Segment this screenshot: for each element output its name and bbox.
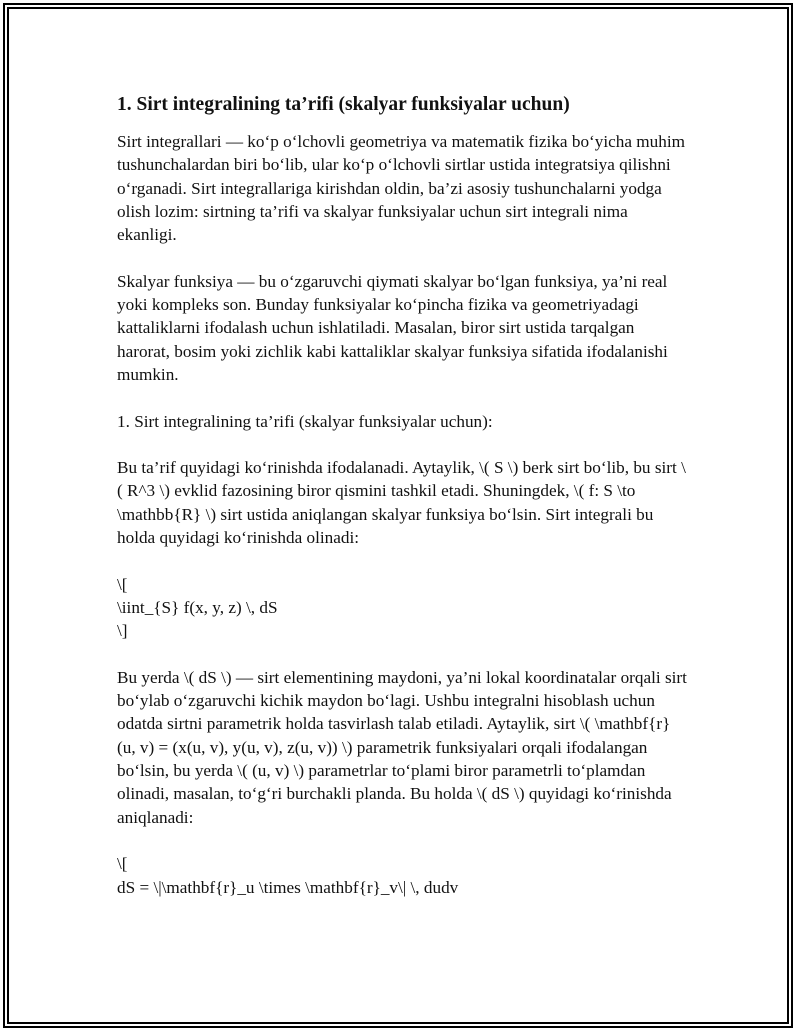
formula-surface-integral: [117, 573, 687, 643]
paragraph-intro: Sirt integrallari — ko‘p o‘lchovli geometriya va matematik fizika bo‘yicha muhim tushunchalardan biri bo‘lib, ular ko‘p o‘lchovli sirtlar ustida integratsiya qilishni o‘rganadi. Sirt integrallariga kirishdan oldin, ba’zi asosiy tushunchalarni yodga olish lozim: sirtning ta’rifi va skalyar funksiyalar uchun sirt integrali nima ekanligi.: [117, 132, 685, 245]
formula-body: dS = \|\mathbf{r}_u \times \mathbf{r}_v\| \, dudv: [117, 877, 459, 897]
paragraph-definition-title: 1. Sirt integralining ta’rifi (skalyar funksiyalar uchun):: [117, 411, 493, 431]
formula-open: \[: [117, 854, 128, 874]
document-body: [117, 92, 687, 922]
formula-open: \[: [117, 574, 128, 594]
formula-body: \iint_{S} f(x, y, z) \, dS: [117, 597, 278, 617]
formula-close: \]: [117, 621, 128, 641]
paragraph-scalar-function: Skalyar funksiya — bu o‘zgaruvchi qiymati skalyar bo‘lgan funksiya, ya’ni real yoki kompleks son. Bunday funksiyalar ko‘pincha fizika va geometriyadagi kattaliklarni ifodalash uchun ishlatiladi. Masalan, biror sirt ustida tarqalgan harorat, bosim yoki zichlik kabi kattaliklar skalyar funksiya sifatida ifodalanishi mumkin.: [117, 271, 668, 384]
paragraph-ds-explanation: Bu yerda \( dS \) — sirt elementining maydoni, ya’ni lokal koordinatalar orqali sirt bo‘ylab o‘zgaruvchi kichik maydon bo‘lagi. Ushbu integralni hisoblash uchun odatda sirtni parametrik holda tasvirlash talab etiladi. Aytaylik, sirt \( \mathbf{r}(u, v) = (x(u, v), y(u, v), z(u, v)) \) parametrik funksiyalari orqali ifodalangan bo‘lsin, bu yerda \( (u, v) \) parametrlar to‘plami biror parametrli to‘plamdan olinadi, masalan, to‘g‘ri burchakli planda. Bu holda \( dS \) quyidagi ko‘rinishda aniqlanadi:: [117, 667, 687, 827]
formula-ds: [117, 852, 687, 899]
section-heading: 1. Sirt integralining ta’rifi (skalyar funksiyalar uchun): [117, 94, 570, 115]
paragraph-definition: Bu ta’rif quyidagi ko‘rinishda ifodalanadi. Aytaylik, \( S \) berk sirt bo‘lib, bu sirt \( R^3 \) evklid fazosining biror qismini tashkil etadi. Shuningdek, \( f: S \to \mathbb{R} \) sirt ustida aniqlangan skalyar funksiya bo‘lsin. Sirt integrali bu holda quyidagi ko‘rinishda olinadi:: [117, 458, 686, 548]
